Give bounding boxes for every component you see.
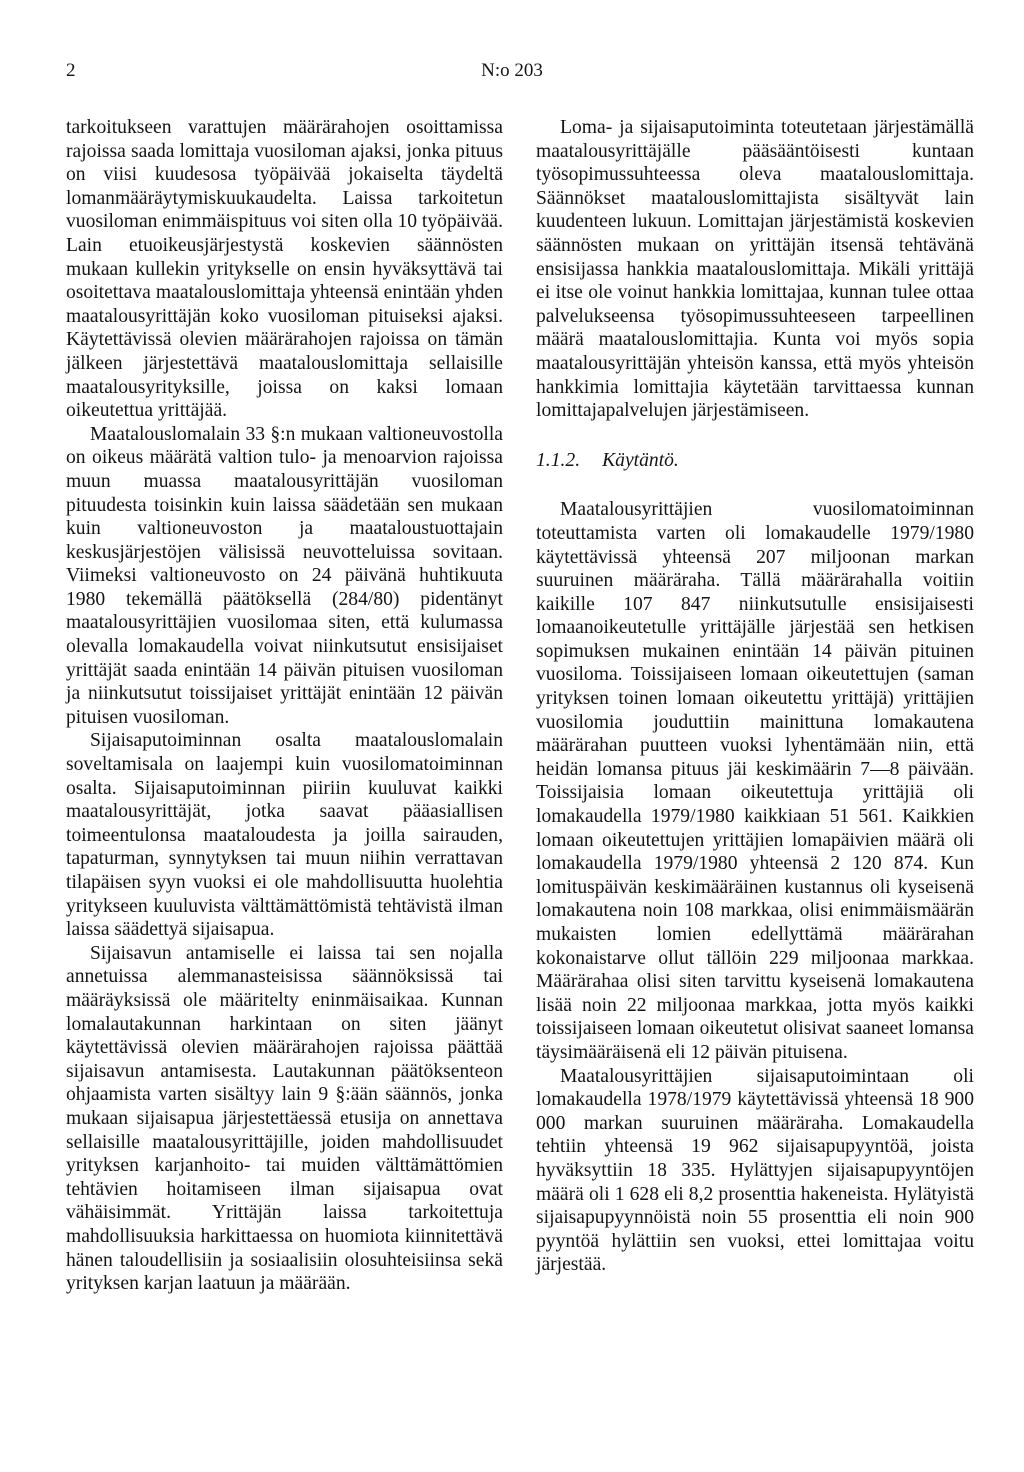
- section-number: 1.1.2.: [536, 449, 581, 471]
- left-paragraph-1: tarkoitukseen varattujen määrärahojen osoittamissa rajoissa saada lomittaja vuosiloman ajaksi, jonka pituus on viisi kuudesosa työpäivää jokaiselta täydeltä lomanmääräytymiskuukaudelta. Laissa tarkoitetun vuosiloman enimmäispituus voi siten olla 10 työpäivää. Lain etuoikeusjärjestystä koskevien säännösten mukaan kullekin yritykselle on ensin hyväksyttävä tai osoitettava maatalouslomittaja yhteensä enintään yhden maatalousyrittäjän koko vuosiloman pituiseksi ajaksi. Käytettävissä olevien määrärahojen rajoissa on tämän jälkeen järjestettävä maatalouslomittaja sellaisille maatalousyrityksille, joissa on kaksi lomaan oikeutettua yrittäjää.: [66, 117, 503, 422]
- section-title: Käytäntö.: [602, 449, 679, 471]
- left-paragraph-2: Maatalouslomalain 33 §:n mukaan valtioneuvostolla on oikeus määrätä valtion tulo- ja menoarvion rajoissa muun muassa maatalousyrittäjän vuosiloman pituudesta toisinkin kuin laissa säädetään sen mukaan kuin valtioneuvoston ja maataloustuottajain keskusjärjestöjen välisissä neuvotteluissa sovitaan. Viimeksi valtioneuvosto on 24 päivänä huhtikuuta 1980 tekemällä päätöksellä (284/80) pidentänyt maatalousyrittäjien vuosilomaa siten, että kulumassa olevalla lomakaudella voivat niinkutsutut ensisijaiset yrittäjät saada enintään 14 päivän pituisen vuosiloman ja niinkutsutut toissijaiset yrittäjät enintään 12 päivän pituisen vuosiloman.: [66, 423, 503, 728]
- right-paragraph-1: Loma- ja sijaisaputoiminta toteutetaan järjestämällä maatalousyrittäjälle pääsääntöisesti kuntaan työsopimussuhteessa oleva maatalouslomittaja. Säännökset maatalouslomittajista sisältyvät lain kuudenteen lukuun. Lomittajan järjestämistä koskevien säännösten mukaan on yrittäjän itsensä tehtävänä ensisijassa hankkia maatalouslomittaja. Mikäli yrittäjä ei itse ole voinut hankkia lomittajaa, kunnan tulee ottaa palvelukseensa työsopimussuhteeseen tarpeellinen määrä maatalouslomittajia. Kunta voi myös sopia maatalousyrittäjän yhteisön kanssa, että myös yhteisön hankkimia lomittajia käytetään tarvittaessa kunnan lomittajapalvelujen järjestämiseen.: [536, 117, 974, 422]
- running-head: N:o 203: [481, 60, 543, 81]
- section-heading: [536, 449, 974, 473]
- right-paragraph-3: Maatalousyrittäjien sijaisaputoimintaan oli lomakaudella 1978/1979 käytettävissä yhteensä 18 900 000 markan suuruinen määräraha. Lomakaudella tehtiin yhteensä 19 962 sijaisapupyyntöä, joista hyväksyttiin 18 335. Hylättyjen sijaisapupyyntöjen määrä oli 1 628 eli 8,2 prosenttia hakeneista. Hylätyistä sijaisapupyynnöistä noin 55 prosenttia eli noin 900 pyyntöä hylättiin sen vuoksi, ettei lomittajaa voitu järjestää.: [536, 1065, 974, 1276]
- right-column: [536, 116, 974, 1277]
- left-paragraph-4: Sijaisavun antamiselle ei laissa tai sen nojalla annetuissa alemmanasteisissa säännöksissä tai määräyksissä ole määritelty eninmäisaikaa. Kunnan lomalautakunnan harkintaan on siten jäänyt käytettävissä olevien määrärahojen rajoissa päättää sijaisavun antamisesta. Lautakunnan päätöksenteon ohjaamista varten sisältyy lain 9 §:ään säännös, jonka mukaan sijaisapua järjestettäessä etusija on annettava sellaisille maatalousyrittäjille, joiden mahdollisuudet yrityksen karjanhoito- tai muiden välttämättömien tehtävien hoitamiseen ilman sijaisapua ovat vähäisimmät. Yrittäjän laissa tarkoitettuja mahdollisuuksia harkittaessa on huomiota kiinnitettävä hänen taloudellisiin ja sosiaalisiin olosuhteisiinsa sekä yrityksen karjan laatuun ja määrään.: [66, 942, 503, 1295]
- left-paragraph-3: Sijaisaputoiminnan osalta maatalouslomalain soveltamisala on laajempi kuin vuosilomatoiminnan osalta. Sijaisaputoiminnan piiriin kuuluvat kaikki maatalousyrittäjät, jotka saavat pääasiallisen toimeentulonsa maataloudesta ja joilla sairauden, tapaturman, synnytyksen tai muun niihin verrattavan tilapäisen syyn vuoksi ei ole mahdollisuutta huolehtia yritykseen kuuluvista välttämättömistä tehtävistä ilman laissa säädettyä sijaisapua.: [66, 730, 503, 941]
- right-paragraph-2: Maatalousyrittäjien vuosilomatoiminnan toteuttamista varten oli lomakaudelle 1979/1980 käytettävissä yhteensä 207 miljoonan markan suuruinen määräraha. Tällä määrärahalla voitiin kaikille 107 847 niinkutsutulle ensisijaisesti lomaanoikeutetulle yrittäjälle järjestää sen hetkisen sopimuksen mukainen enintään 14 päivän pituinen vuosiloma. Toissijaiseen lomaan oikeutettujen (saman yrityksen toinen lomaan oikeutettu yrittäjä) yrittäjien vuosilomia jouduttiin mainittuna lomakautena määrärahan puutteen vuoksi lyhentämään niin, että heidän lomansa pituus jäi keskimäärin 7—8 päivään. Toissijaisia lomaan oikeutettuja yrittäjiä oli lomakaudella 1979/1980 kaikkiaan 51 561. Kaikkien lomaan oikeutettujen yrittäjien lomapäivien määrä oli lomakaudella 1979/1980 yhteensä 2 120 874. Kun lomituspäivän keskimääräinen kustannus oli kyseisenä lomakautena noin 108 markkaa, olisi enimmäismäärän mukaisten lomien edellyttämä määrärahan kokonaistarve ollut tällöin 229 miljoonaa markkaa. Määrärahaa olisi siten tarvittu kyseisenä lomakautena lisää noin 22 miljoonaa markkaa, jotta myös kaikki toissijaiseen lomaan oikeutetut olisivat saaneet lomansa täysimääräisenä eli 12 päivän pituisena.: [536, 499, 974, 1063]
- left-column: [66, 116, 503, 1296]
- page-number: 2: [66, 60, 76, 81]
